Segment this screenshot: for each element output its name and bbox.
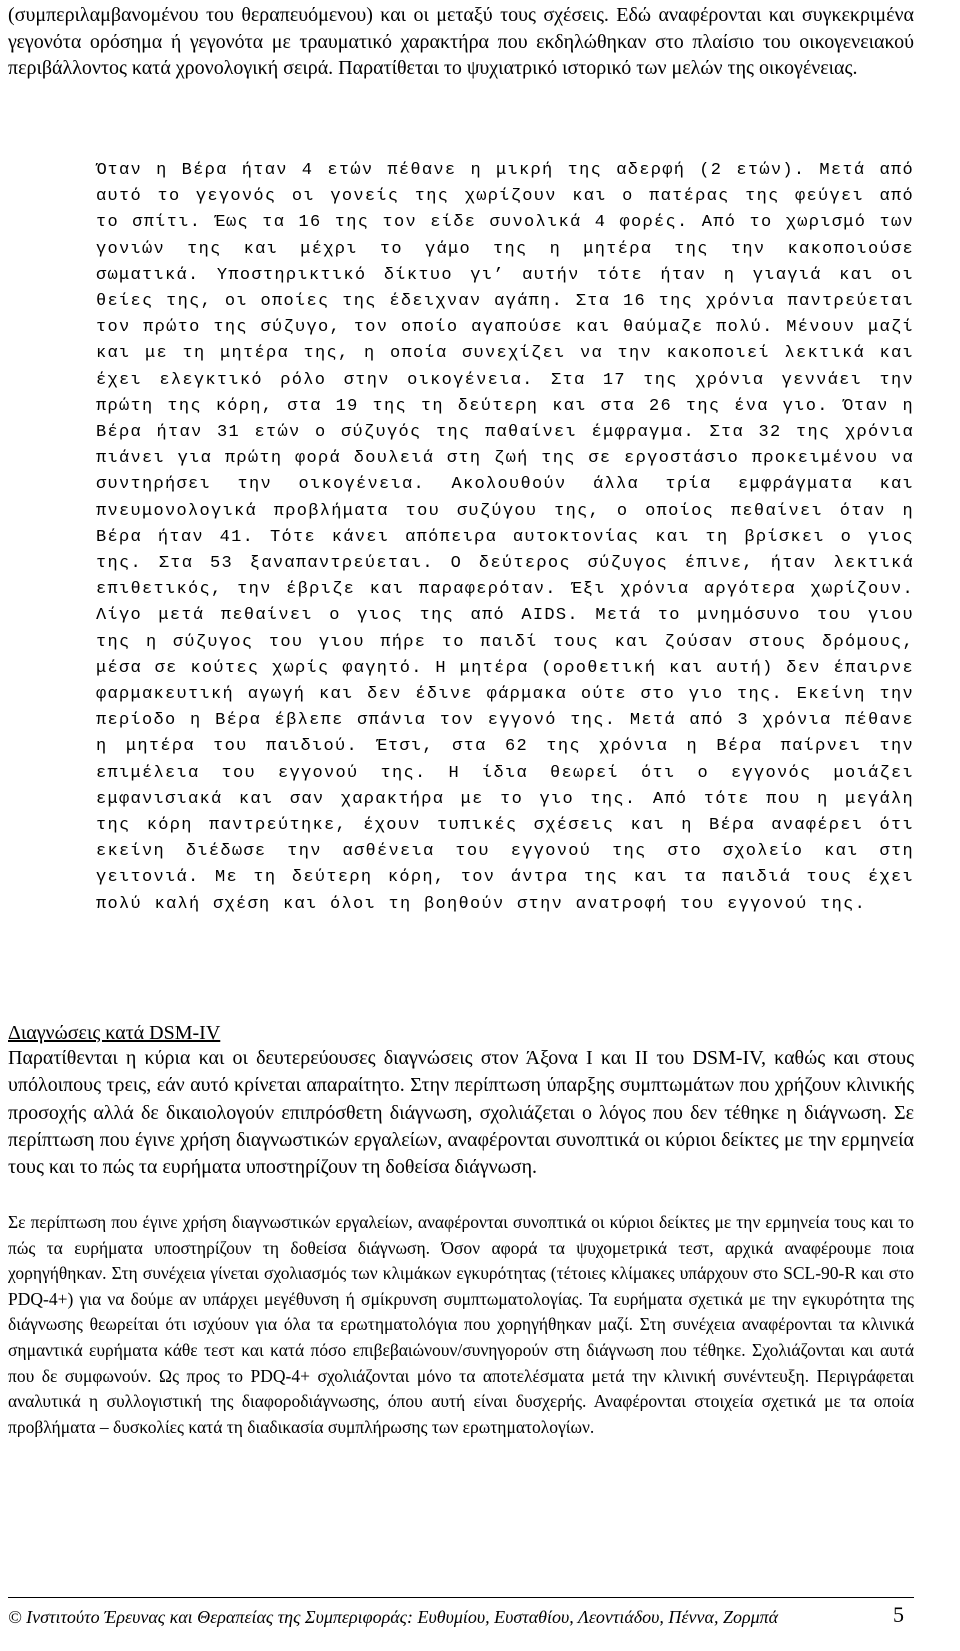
page-footer <box>8 1603 914 1631</box>
page-number: 5 <box>893 1602 904 1627</box>
dsm-paragraph-secondary: Σε περίπτωση που έγινε χρήση διαγνωστικών εργαλείων, αναφέρονται συνοπτικά οι κύριοι δείκτες με την ερμηνεία τους και το πώς τα ευρήματα υποστηρίζουν τη δοθείσα διάγνωση. Όσον αφορά τα ψυχομετρικά τεστ, αρχικά αναφέρουμε ποια χορηγήθηκαν. Στη συνέχεια γίνεται σχολιασμός των κλιμάκων εγκυρότητας (τέτοιες κλίμακες υπάρχουν στο SCL-90-R και στο PDQ-4+) για να δούμε αν υπάρχει μεγέθυνση ή σμίκρυνση συμπτωματολογίας. Τα ευρήματα σχετικά με την εγκυρότητα της διάγνωσης θεωρείται ότι ισχύουν για όλα τα ερωτηματολόγια που χορηγήθηκαν μαζί. Στη συνέχεια αναφέρονται τα κλινικά σημαντικά ευρήματα κάθε τεστ και κατά πόσο επιβεβαιώνουν/συνηγορούν στη διάγνωση που τέθηκε. Σχολιάζονται και αυτά που δε συμφωνούν. Ως προς το PDQ-4+ σχολιάζονται μόνο τα αποτελέσματα μετά την κλινική συνέντευξη. Περιγράφεται αναλυτικά η συλλογιστική της διαφοροδιάγνωσης, όπου αυτή είναι δυσχερής. Αναφέρονται στοιχεία σχετικά με τα οποία προβλήματα – δυσκολίες κατά τη διαδικασία συμπλήρωσης των ερωτηματολογίων. <box>8 1212 914 1437</box>
footer-divider <box>8 1597 914 1598</box>
footer-copyright: © Ινστιτούτο Έρευνας και Θεραπείας της Συμπεριφοράς: Ευθυμίου, Ευσταθίου, Λεοντιάδου, Πέννα, Ζορμπά <box>8 1607 779 1627</box>
dsm-paragraph-primary: Παρατίθενται η κύρια και οι δευτερεύουσες διαγνώσεις στον Άξονα Ι και ΙΙ του DSM-IV, καθώς και στους υπόλοιπους τρεις, εάν αυτό κρίνεται απαραίτητο. Στην περίπτωση ύπαρξης συμπτωμάτων που χρήζουν κλινικής προσοχής αλλά δε δικαιολογούν επιπρόσθετη διάγνωση, σχολιάζεται ο λόγος που δεν τέθηκε η διάγνωση. Σε περίπτωση που έγινε χρήση διαγνωστικών εργαλείων, αναφέρονται συνοπτικά οι κύριοι δείκτες με την ερμηνεία τους και το πώς τα ευρήματα υποστηρίζουν τη δοθείσα διάγνωση. <box>8 1047 914 1179</box>
dsm-section-heading: Διαγνώσεις κατά DSM-IV <box>8 1022 221 1044</box>
intro-paragraph: (συμπεριλαμβανομένου του θεραπευόμενου) και οι μεταξύ τους σχέσεις. Εδώ αναφέρονται και συγκεκριμένα γεγονότα ορόσημα ή γεγονότα με τραυματικό χαρακτήρα που εκδηλώθηκαν στο πλαίσιο του οικογενειακού περιβάλλοντος κατά χρονολογική σειρά. Παρατίθεται το ψυχιατρικό ιστορικό των μελών της οικογένειας. <box>8 4 914 79</box>
case-history-paragraph: Όταν η Βέρα ήταν 4 ετών πέθανε η μικρή της αδερφή (2 ετών). Μετά από αυτό το γεγονός οι γονείς της χωρίζουν και ο πατέρας της φεύγει από το σπίτι. Έως τα 16 της τον είδε συνολικά 4 φορές. Από το χωρισμό των γονιών της και μέχρι το γάμο της η μητέρα της την κακοποιούσε σωματικά. Υποστηρικτικό δίκτυο γι’ αυτήν τότε ήταν η γιαγιά και οι θείες της, οι οποίες της έδειχναν αγάπη. Στα 16 της χρόνια παντρεύεται τον πρώτο της σύζυγο, τον οποίο αγαπούσε και θαύμαζε πολύ. Μένουν μαζί και με τη μητέρα της, η οποία συνεχίζει να την κακοποιεί λεκτικά και έχει ελεγκτικό ρόλο στην οικογένεια. Στα 17 της χρόνια γεννάει την πρώτη της κόρη, στα 19 της τη δεύτερη και στα 26 της ένα γιο. Όταν η Βέρα ήταν 31 ετών ο σύζυγός της παθαίνει έμφραγμα. Στα 32 της χρόνια πιάνει για πρώτη φορά δουλειά στη ζωή της σε εργοστάσιο προκειμένου να συντηρήσει την οικογένεια. Ακολουθούν άλλα τρία εμφράγματα και πνευμονολογικά προβλήματα του συζύγου της, ο οποίος πεθαίνει όταν η Βέρα ήταν 41. Τότε κάνει απόπειρα αυτοκτονίας και τη βρίσκει ο γιος της. Στα 53 ξαναπαντρεύεται. Ο δεύτερος σύζυγος έπινε, ήταν λεκτικά επιθετικός, την έβριζε και παραφερόταν. Έξι χρόνια αργότερα χωρίζουν. Λίγο μετά πεθαίνει ο γιος της από AIDS. Μετά το μνημόσυνο του γιου της η σύζυγος του γιου πήρε το παιδί τους και ζούσαν στους δρόμους, μέσα σε κούτες χωρίς φαγητό. Η μητέρα (οροθετική και αυτή) δεν έπαιρνε φαρμακευτική αγωγή και δεν έδινε φάρμακα ούτε στο γιο της. Εκείνη την περίοδο η Βέρα έβλεπε σπάνια τον εγγονό της. Μετά από 3 χρόνια πέθανε η μητέρα του παιδιού. Έτσι, στα 62 της χρόνια η Βέρα παίρνει την επιμέλεια του εγγονού της. Η ίδια θεωρεί ότι ο εγγονός μοιάζει εμφανισιακά και σαν χαρακτήρα με το γιο της. Από τότε που η μεγάλη της κόρη παντρεύτηκε, έχουν τυπικές σχέσεις και η Βέρα αναφέρει ότι εκείνη διέδωσε την ασθένεια του εγγονού της στο σχολείο και στη γειτονιά. Με τη δεύτερη κόρη, τον άντρα της και τα παιδιά τους έχει πολύ καλή σχέση και όλοι τη βοηθούν στην ανατροφή του εγγονού της. <box>96 161 914 914</box>
